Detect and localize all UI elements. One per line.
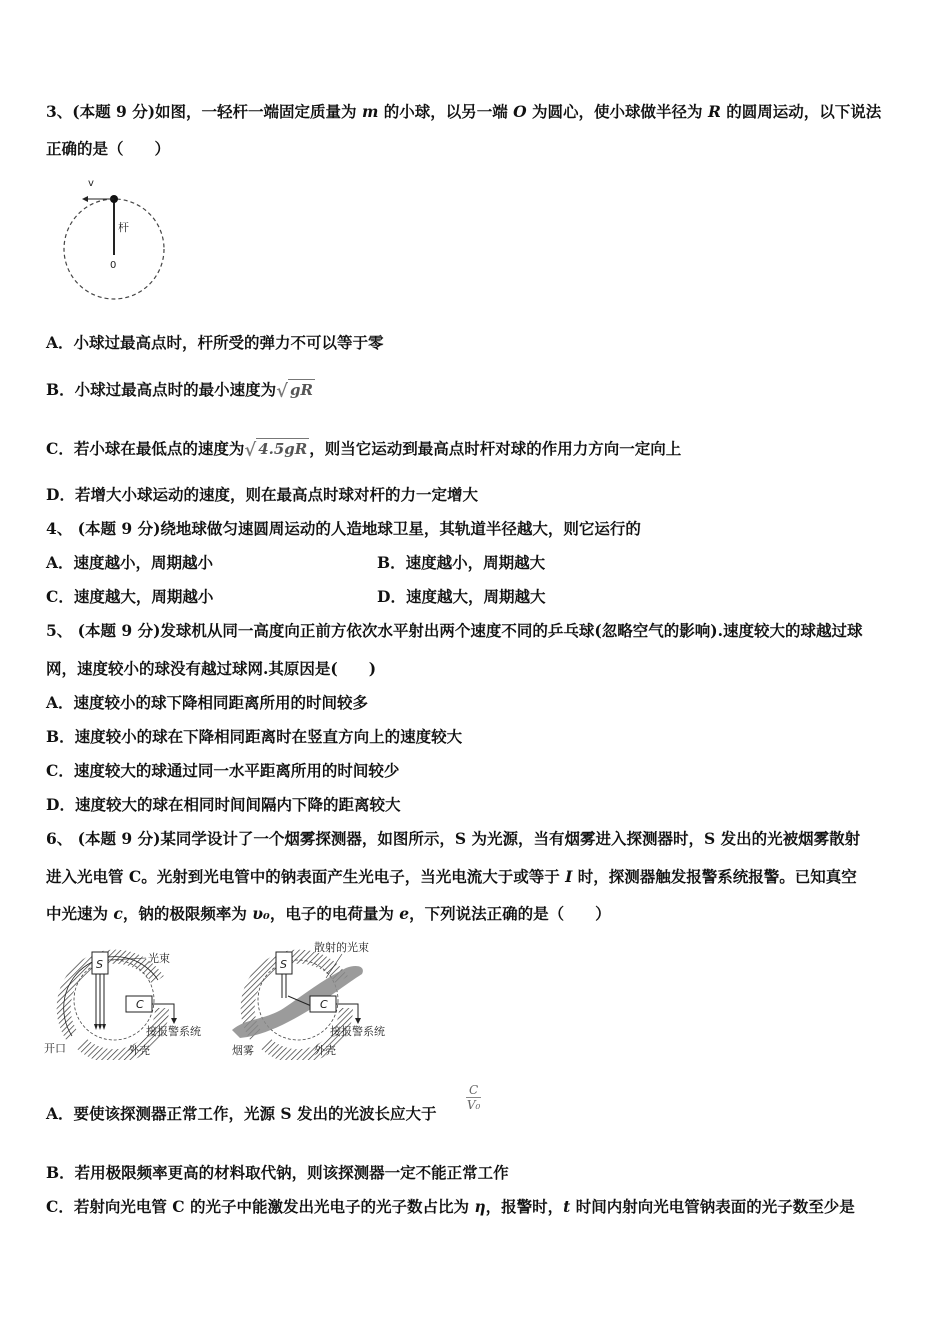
q5-stem-line1: 5、 (本题 9 分)发球机从同一高度向正前方依次水平射出两个速度不同的乒乓球(忽略空气的影响).速度较大的球越过球 [46, 621, 863, 640]
q6-figure-left [42, 938, 222, 1060]
svg-text:烟雾: 烟雾 [232, 1044, 254, 1057]
q3-figure [60, 170, 170, 310]
svg-text:S: S [280, 958, 287, 971]
q4-option-d[interactable]: D．速度越大，周期越大 [377, 587, 546, 606]
q3-option-c[interactable]: C．若小球在最低点的速度为√ 4.5gR ，则当它运动到最高点时杆对球的作用力方向一定向上 [46, 439, 682, 461]
q5-option-c[interactable]: C．速度较大的球通过同一水平距离所用的时间较少 [46, 761, 400, 780]
svg-text:外壳: 外壳 [314, 1044, 336, 1057]
q6-option-a[interactable]: A．要使该探测器正常工作，光源 S 发出的光波长应大于 [46, 1104, 437, 1123]
svg-text:S: S [96, 958, 103, 971]
q4-option-c[interactable]: C．速度越大，周期越小 [46, 587, 214, 606]
v-label: v [88, 178, 94, 189]
sqrt-4.5gR: √ 4.5gR [244, 440, 308, 461]
svg-text:C: C [136, 998, 144, 1011]
svg-text:接报警系统: 接报警系统 [330, 1025, 385, 1038]
q4-option-b[interactable]: B．速度越小，周期越大 [377, 553, 546, 572]
q4-option-a[interactable]: A．速度越小，周期越小 [46, 553, 214, 572]
q6-figure-right [226, 938, 406, 1060]
q3-stem-line2: 正确的是（ ） [46, 139, 171, 158]
q4-stem: 4、 (本题 9 分)绕地球做匀速圆周运动的人造地球卫星，其轨道半径越大，则它运行的 [46, 519, 641, 538]
q3-option-b[interactable]: B．小球过最高点时的最小速度为√ gR [46, 380, 313, 402]
svg-text:C: C [320, 998, 328, 1011]
q3-stem-line1: 3、(本题 9 分)如图，一轻杆一端固定质量为 m 的小球，以另一端 O 为圆心，使小球做半径为 R 的圆周运动，以下说法 [46, 102, 882, 121]
q6-option-c[interactable]: C．若射向光电管 C 的光子中能激发出光电子的光子数占比为 η，报警时，t 时间内射向光电管钠表面的光子数至少是 [46, 1197, 855, 1216]
q6-option-b[interactable]: B．若用极限频率更高的材料取代钠，则该探测器一定不能正常工作 [46, 1163, 509, 1182]
svg-text:散射的光束: 散射的光束 [314, 941, 369, 954]
rod-label: 杆 [118, 221, 129, 234]
svg-text:开口: 开口 [44, 1042, 66, 1055]
q3-option-d[interactable]: D．若增大小球运动的速度，则在最高点时球对杆的力一定增大 [46, 485, 478, 504]
svg-text:光束: 光束 [148, 952, 170, 965]
svg-text:外壳: 外壳 [128, 1044, 150, 1057]
fraction-c-over-v0: $\frac{C}{\text{V₀}}$ [466, 1083, 481, 1112]
q5-option-b[interactable]: B．速度较小的球在下降相同距离时在竖直方向上的速度较大 [46, 727, 463, 746]
q6-stem-line2: 进入光电管 C。光射到光电管中的钠表面产生光电子，当光电流大于或等于 I 时，探测器触发报警系统报警。已知真空 [46, 867, 857, 886]
q6-stem-line3: 中光速为 c，钠的极限频率为 υ₀，电子的电荷量为 e，下列说法正确的是（ ） [46, 904, 611, 923]
q6-stem-line1: 6、 (本题 9 分)某同学设计了一个烟雾探测器，如图所示，S 为光源，当有烟雾进入探测器时，S 发出的光被烟雾散射 [46, 829, 861, 848]
svg-text:接报警系统: 接报警系统 [146, 1025, 201, 1038]
q5-stem-line2: 网，速度较小的球没有越过球网.其原因是( ) [46, 659, 377, 678]
q5-option-d[interactable]: D．速度较大的球在相同时间间隔内下降的距离较大 [46, 795, 401, 814]
sqrt-gR: √ gR [276, 381, 313, 402]
o-label: 0 [110, 260, 117, 271]
q3-option-a[interactable]: A．小球过最高点时，杆所受的弹力不可以等于零 [46, 333, 384, 352]
q5-option-a[interactable]: A．速度较小的球下降相同距离所用的时间较多 [46, 693, 369, 712]
